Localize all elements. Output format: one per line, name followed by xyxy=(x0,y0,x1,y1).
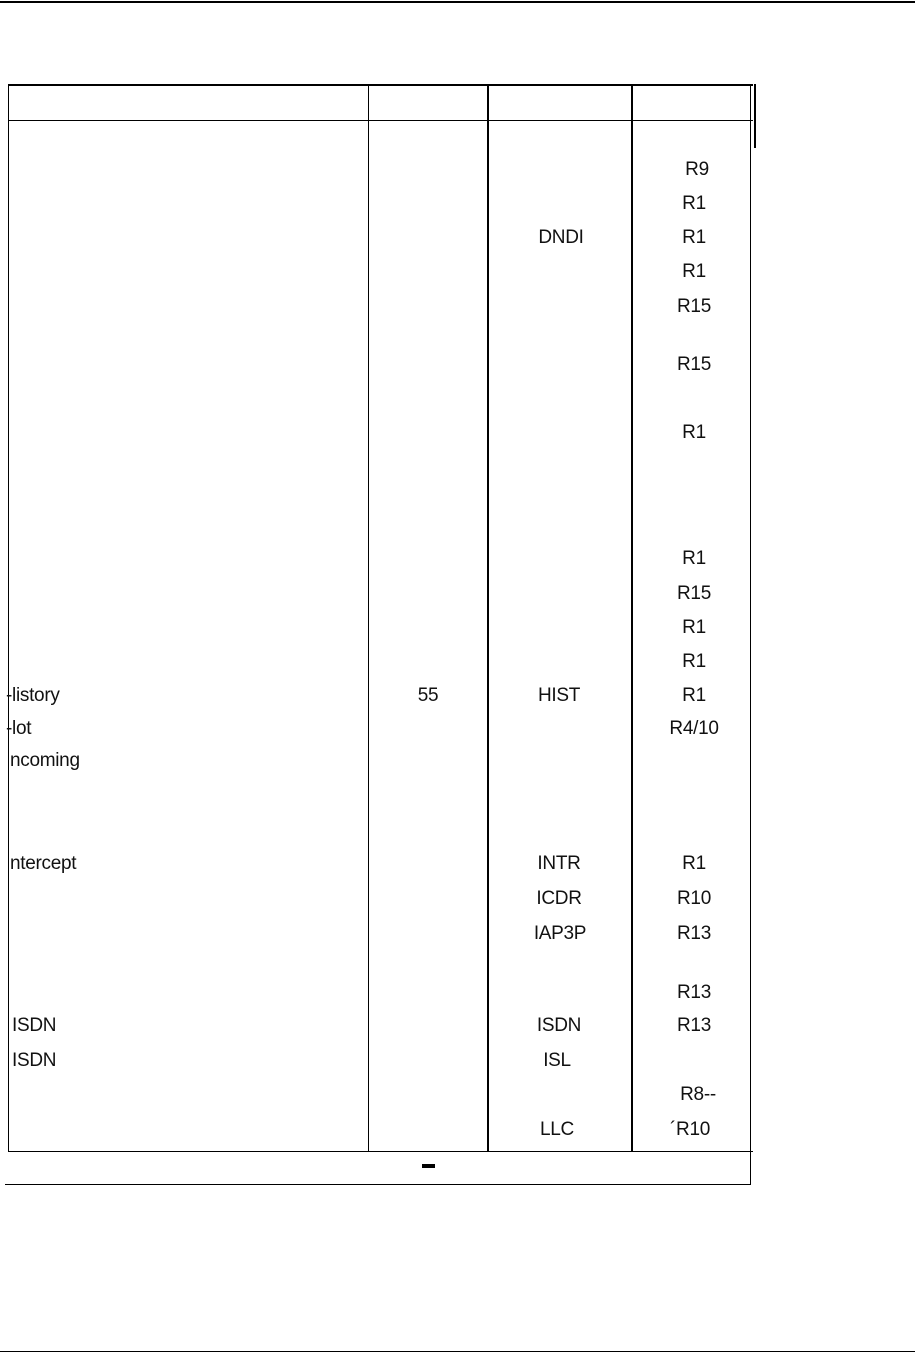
code-cell: ISL xyxy=(543,1050,571,1071)
release-cell: R1 xyxy=(682,193,706,214)
release-cell: R1 xyxy=(682,227,706,248)
table-right-border xyxy=(750,84,751,1185)
release-cell: R1 xyxy=(682,853,706,874)
release-cell: R1 xyxy=(682,261,706,282)
feature-cell: ncoming xyxy=(10,750,80,771)
col-divider-3 xyxy=(631,84,633,1152)
feature-cell: -lot xyxy=(6,718,32,739)
bottom-page-rule xyxy=(0,1351,915,1352)
code-cell: ISDN xyxy=(536,1015,582,1036)
release-cell: R1 xyxy=(682,422,706,443)
release-cell: R15 xyxy=(677,296,711,317)
code-cell: DNDI xyxy=(538,227,584,248)
table-left-border xyxy=(8,84,9,1152)
col-divider-1 xyxy=(368,84,369,1152)
feature-cell: ntercept xyxy=(10,853,77,874)
release-cell: R1 xyxy=(682,651,706,672)
release-cell: R8-- xyxy=(680,1084,716,1105)
feature-cell: ISDN xyxy=(12,1050,57,1071)
code-cell: LLC xyxy=(540,1119,574,1140)
release-cell: R15 xyxy=(677,583,711,604)
code-cell: IAP3P xyxy=(533,923,587,944)
code-cell: ICDR xyxy=(536,888,582,909)
page-cell: 55 xyxy=(417,685,439,706)
release-cell: R15 xyxy=(677,354,711,375)
table-right-border-double xyxy=(754,84,756,148)
release-cell: R9 xyxy=(685,159,709,180)
table-header-rule xyxy=(8,120,753,121)
release-cell: R4/10 xyxy=(669,718,719,739)
release-cell: R1 xyxy=(682,548,706,569)
table-bottom-border xyxy=(5,1184,751,1185)
feature-cell: -listory xyxy=(6,685,60,706)
release-cell: ´R10 xyxy=(670,1119,710,1140)
feature-cell: ISDN xyxy=(12,1015,57,1036)
table-top-border xyxy=(8,84,753,86)
code-cell: INTR xyxy=(537,853,581,874)
footer-dash-mark xyxy=(422,1164,435,1168)
release-cell: R1 xyxy=(682,685,706,706)
top-page-rule xyxy=(0,1,915,3)
release-cell: R13 xyxy=(677,982,711,1003)
table-footer-rule xyxy=(8,1151,753,1152)
col-divider-2 xyxy=(487,84,489,1152)
release-cell: R1 xyxy=(682,617,706,638)
release-cell: R10 xyxy=(677,888,711,909)
release-cell: R13 xyxy=(677,1015,711,1036)
release-cell: R13 xyxy=(677,923,711,944)
code-cell: HIST xyxy=(537,685,581,706)
